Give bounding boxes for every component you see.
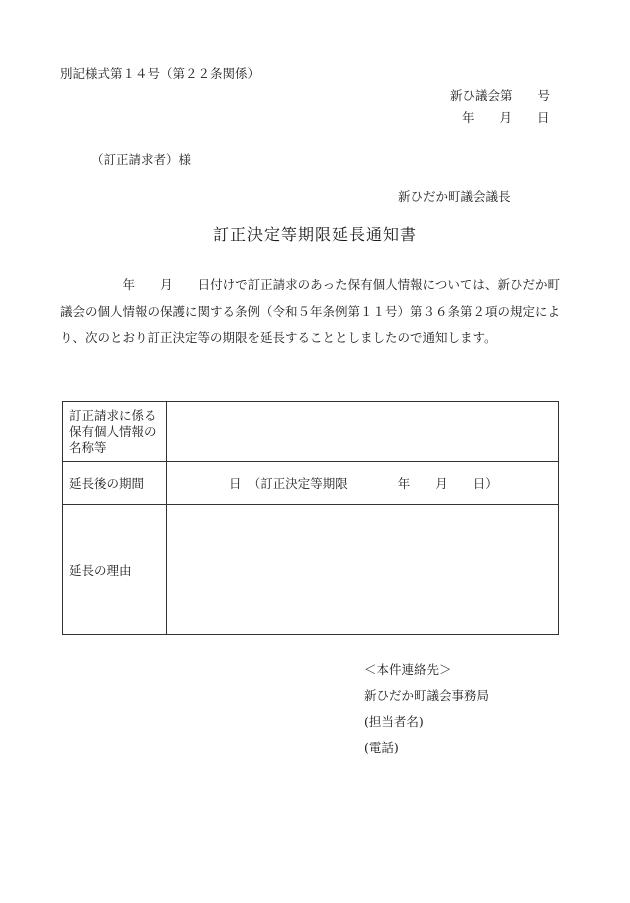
extension-period-value <box>167 462 559 505</box>
contact-person: (担当者名) <box>364 714 424 729</box>
table-row-info-name <box>63 402 559 462</box>
table-row-extension-reason <box>63 505 559 635</box>
document-title: 訂正決定等期限延長通知書 <box>212 225 417 244</box>
extension-reason-label: 延長の理由 <box>63 505 167 635</box>
body-text: 年 月 日付けで訂正請求のあった保有個人情報については、新ひだか町議会の個人情報の保護に関する条例（令和５年条例第１１号）第３６条第２項の規定により、次のとおり訂正決定等の期限を延長することとしましたので通知します。 <box>60 277 561 345</box>
document-number: 新ひ議会第 号 <box>450 88 551 103</box>
contact-heading: ＜本件連絡先＞ <box>364 662 452 677</box>
extension-reason-value <box>167 505 559 635</box>
info-name-value <box>167 402 559 462</box>
contact-office: 新ひだか町議会事務局 <box>364 688 490 703</box>
info-table <box>62 401 559 635</box>
extension-period-label: 延長後の期間 <box>63 462 167 505</box>
table-row-extension-period <box>63 462 559 505</box>
extension-period-text: 日 （訂正決定等期限 年 月 日） <box>229 476 498 491</box>
contact-phone: (電話) <box>364 740 399 755</box>
addressee: （訂正請求者）様 <box>91 152 192 167</box>
sender: 新ひだか町議会議長 <box>398 189 511 204</box>
info-name-label: 訂正請求に係る保有個人情報の名称等 <box>63 402 167 462</box>
contact-block <box>364 657 489 761</box>
form-number: 別記様式第１４号（第２２条関係） <box>60 66 261 81</box>
date-line: 年 月 日 <box>462 110 550 125</box>
